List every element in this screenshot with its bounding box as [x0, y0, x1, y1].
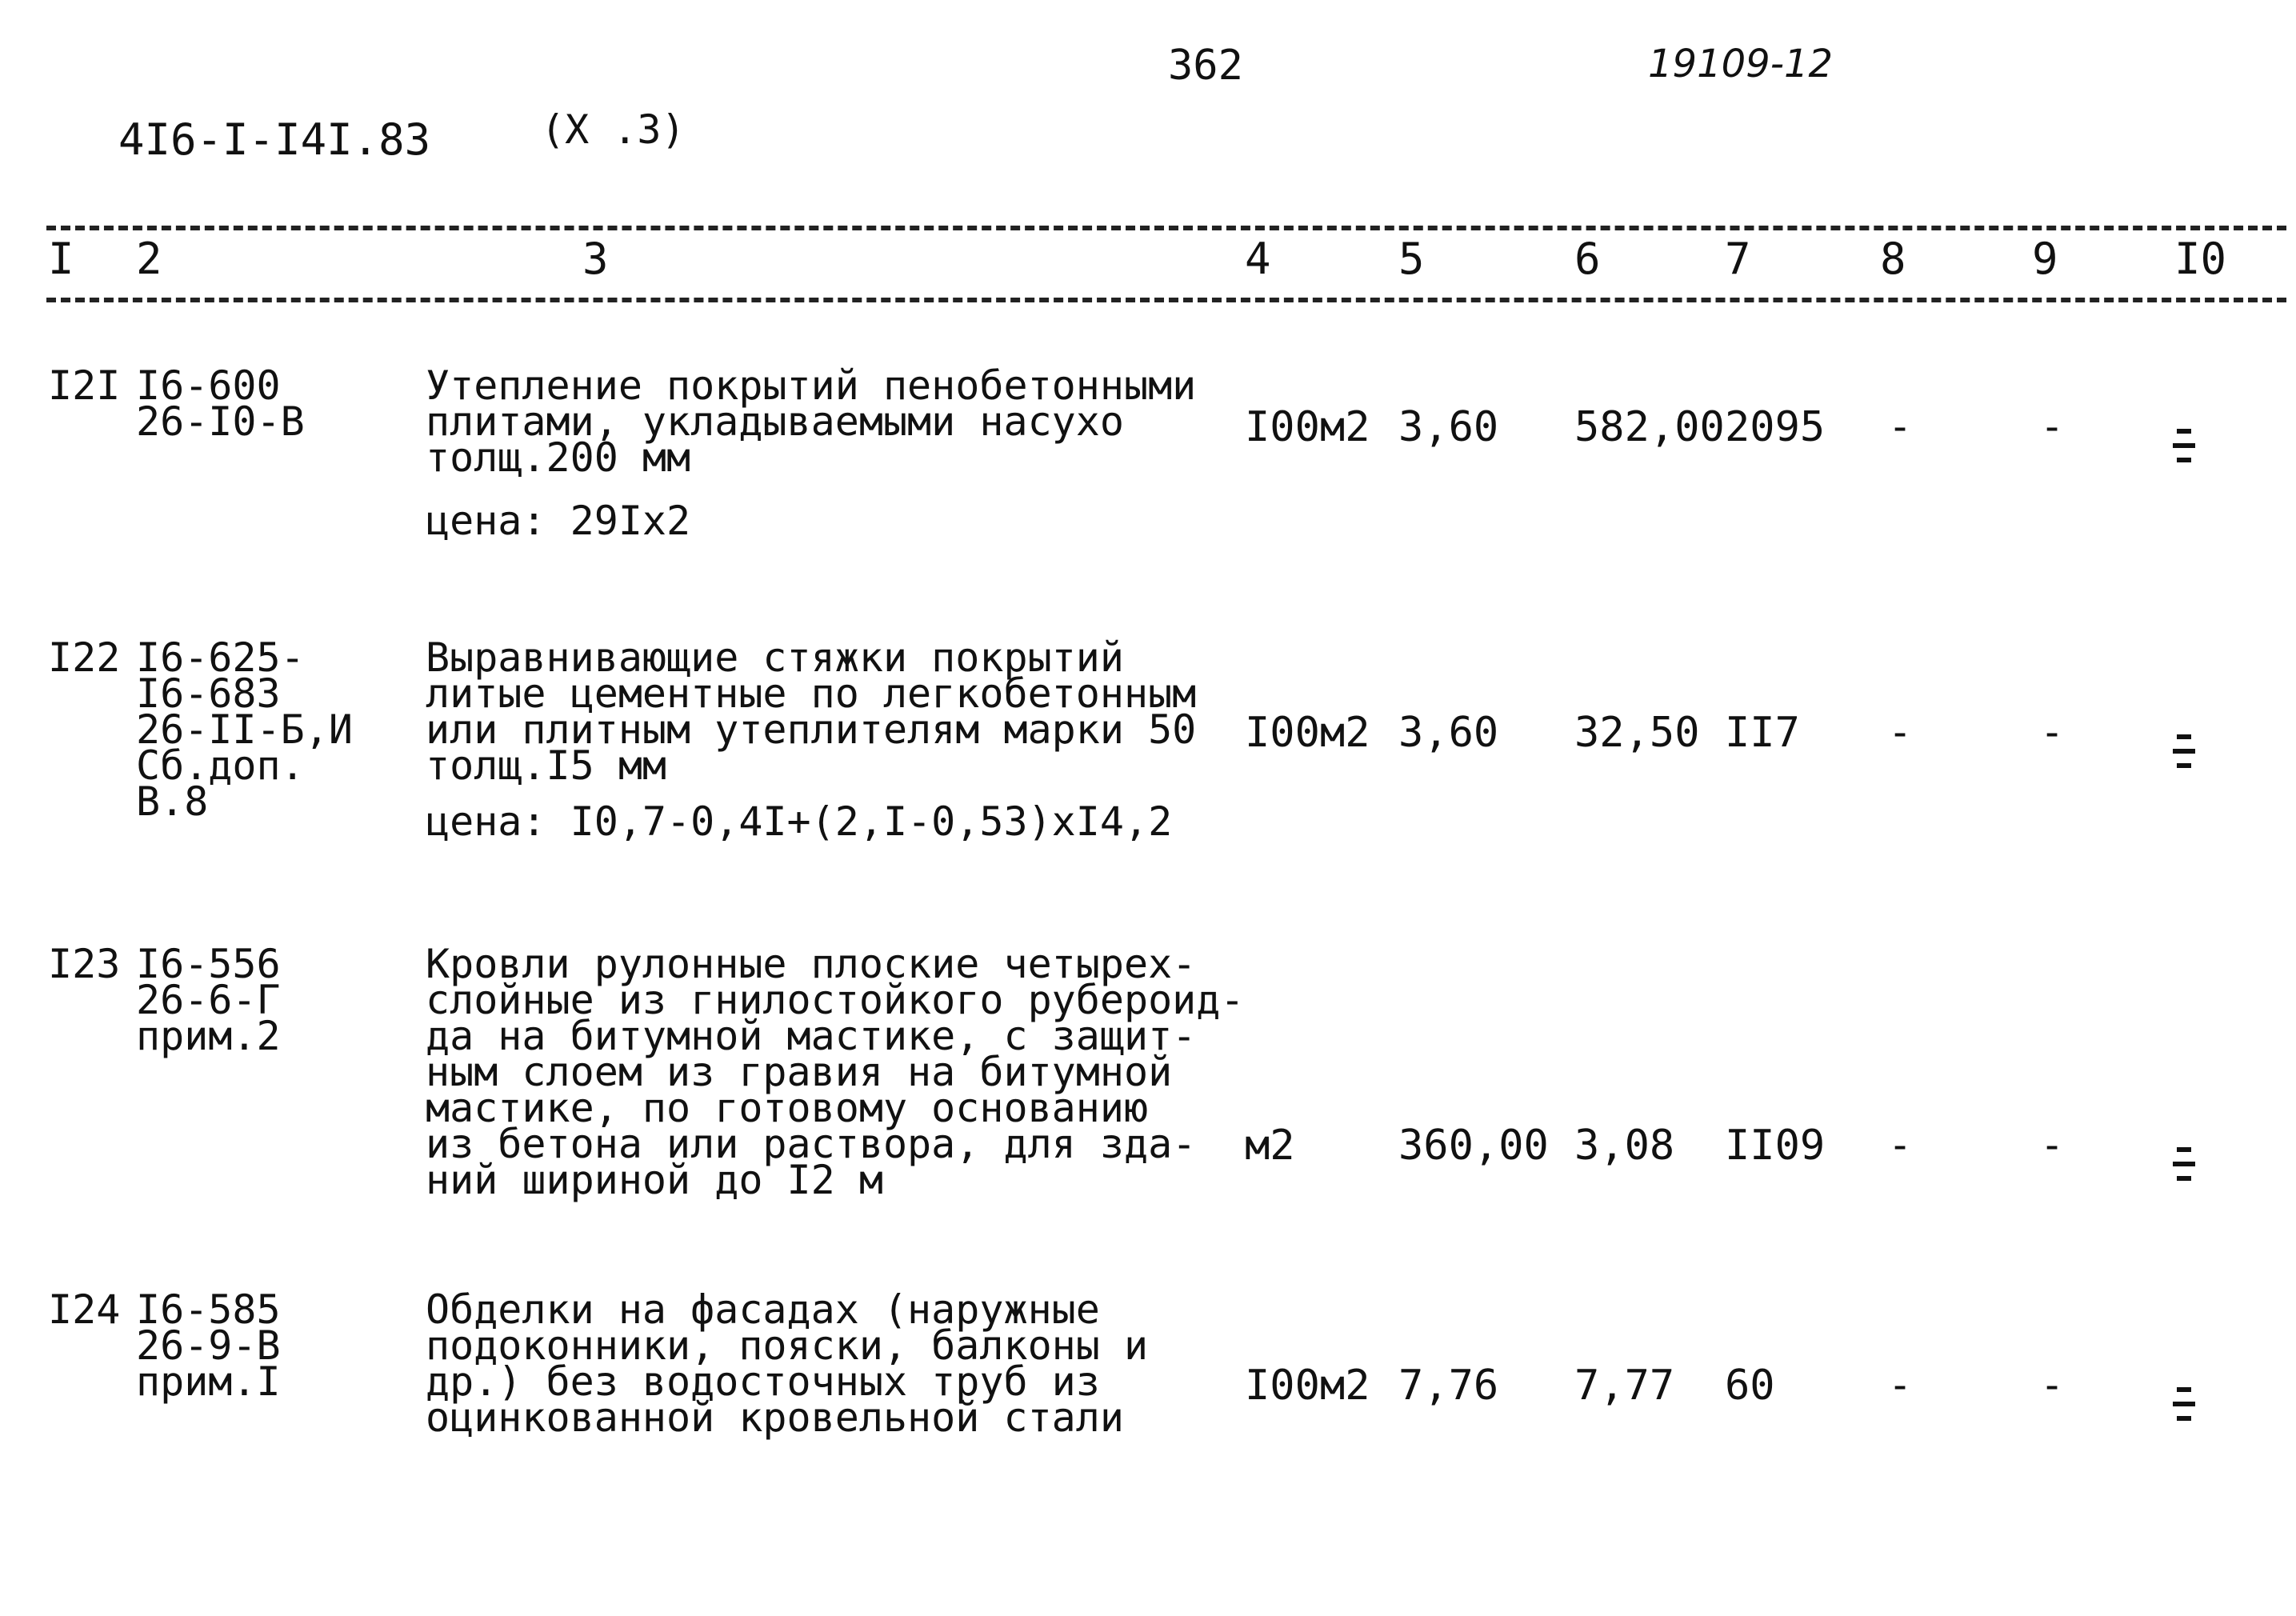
column-10-mark — [2173, 1387, 2195, 1430]
unit: I00м2 — [1245, 1362, 1370, 1410]
column-header-3: 3 — [582, 234, 609, 284]
column-header-9: 9 — [2032, 234, 2058, 284]
quantity: 3,60 — [1398, 709, 1499, 757]
column-8-value: - — [1888, 1362, 1913, 1408]
column-header-7: 7 — [1725, 234, 1751, 284]
total-cost: 2095 — [1725, 403, 1826, 451]
column-10-mark — [2173, 1147, 2195, 1190]
sheet-reference: (X .3) — [541, 106, 686, 153]
header-rule-bottom — [46, 298, 2286, 302]
unit-cost: 32,50 — [1574, 709, 1700, 757]
column-8-value: - — [1888, 403, 1913, 450]
handwritten-number: 19109-12 — [1648, 42, 1834, 86]
column-header-6: 6 — [1574, 234, 1601, 284]
total-cost: 60 — [1725, 1362, 1775, 1410]
quantity: 7,76 — [1398, 1362, 1499, 1410]
column-header-4: 4 — [1245, 234, 1271, 284]
page-number: 362 — [1168, 42, 1243, 90]
row-number: I22 — [48, 634, 121, 681]
unit: I00м2 — [1245, 709, 1370, 757]
unit: м2 — [1245, 1122, 1295, 1170]
total-cost: II09 — [1725, 1122, 1826, 1170]
quantity: 360,00 — [1398, 1122, 1549, 1170]
column-header-10: I0 — [2174, 234, 2227, 284]
norm-code: I6-585 26-9-В прим.I — [136, 1286, 281, 1405]
unit-cost: 582,00 — [1574, 403, 1725, 451]
column-header-8: 8 — [1880, 234, 1906, 284]
work-description: Утепление покрытий пенобетонными плитами, укладываемыми насухо толщ.200 мм — [426, 362, 1197, 481]
column-10-mark — [2173, 429, 2195, 472]
work-description: Выравнивающие стяжки покрытий литые цементные по легкобетонным или плитным утеплителям марки 50 толщ.I5 мм — [426, 634, 1197, 789]
column-9-value: - — [2040, 403, 2065, 450]
header-rule-top — [46, 226, 2286, 230]
work-description: Кровли рулонные плоские четырех- слойные из гнилостойкого рубероид- да на битумной мастике, с защит- ным слоем из гравия на битумной мастике, по готовому основанию из бетона или раствора, для зда- ний шириной до I2 м — [426, 941, 1245, 1203]
column-9-value: - — [2040, 1362, 2065, 1408]
document-code: 4I6-I-I4I.83 — [118, 114, 431, 165]
column-header-2: 2 — [136, 234, 162, 284]
column-8-value: - — [1888, 709, 1913, 755]
column-8-value: - — [1888, 1122, 1913, 1168]
work-description: Обделки на фасадах (наружные подоконники, пояски, балконы и др.) без водосточных труб из оцинкованной кровельной стали — [426, 1286, 1149, 1441]
row-number: I24 — [48, 1286, 121, 1333]
unit-cost: 3,08 — [1574, 1122, 1675, 1170]
column-header-5: 5 — [1398, 234, 1425, 284]
column-9-value: - — [2040, 1122, 2065, 1168]
row-number: I2I — [48, 362, 121, 409]
unit: I00м2 — [1245, 403, 1370, 451]
unit-cost: 7,77 — [1574, 1362, 1675, 1410]
price-formula: цена: 29Iх2 — [426, 498, 691, 544]
norm-code: I6-556 26-6-Г прим.2 — [136, 941, 281, 1059]
norm-code: I6-600 26-I0-B — [136, 362, 305, 445]
price-formula: цена: I0,7-0,4I+(2,I-0,53)хI4,2 — [426, 798, 1173, 845]
column-9-value: - — [2040, 709, 2065, 755]
row-number: I23 — [48, 941, 121, 987]
column-10-mark — [2173, 734, 2195, 778]
norm-code: I6-625- I6-683 26-II-Б,И Сб.доп. В.8 — [136, 634, 353, 825]
quantity: 3,60 — [1398, 403, 1499, 451]
column-header-1: I — [48, 234, 74, 284]
total-cost: II7 — [1725, 709, 1800, 757]
